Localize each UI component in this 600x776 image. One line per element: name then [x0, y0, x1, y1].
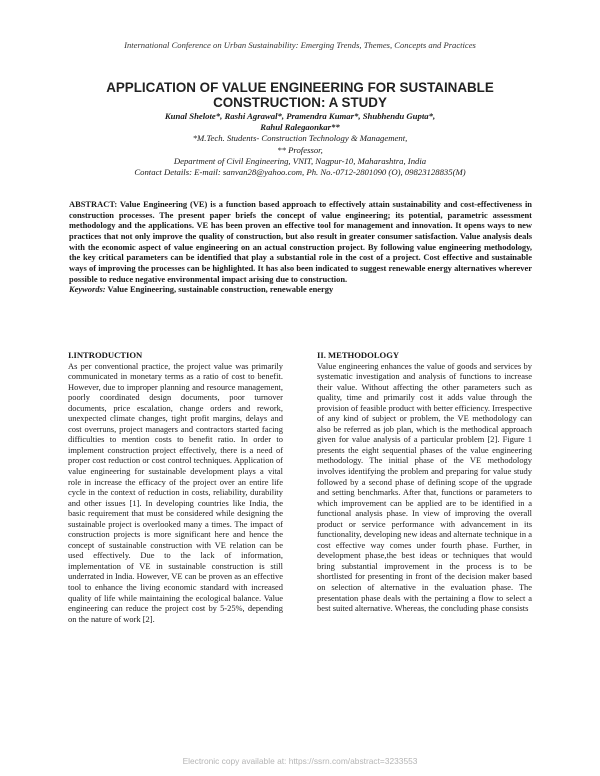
section-body-methodology: Value engineering enhances the value of goods and services by systematic investigation and analysis of functions to increase their value. Without affecting the other parameters such as quality, time and primarily cost it adds value through the provision of feasible product with better efficiency. Irrespective of any kind of subject or problem, the VE methodology can also be referred as job plan, which is the methodical approach given for value analysis of a particular problem [2]. Figure 1 presents the eight sequential phases of the value engineering methodology. The initial phase of the VE methodology involves identifying the problem and preparing for value study followed by a second phase of defining scope of the upgrade and setting benchmarks. After that, functions or parameters to which improvement can be applied are to be identified in a functional analysis phase. In view of improving the overall product or service performance with advancement in its functionality, developing new ideas and alternate technique in a cost effective way comes under fourth phase. Further, in development phase,the best ideas or techniques that would bring substantial improvement in the process is to be shortlisted for presenting in front of the decision maker based on selection of alternative in the evaluation phase. The presentation phase deals with the pertaining a flow to select a best suited alternative. Whereas, the concluding phase consists: [317, 360, 532, 614]
conference-header: International Conference on Urban Sustainability: Emerging Trends, Themes, Concepts and Practices: [124, 40, 476, 50]
abstract: [69, 199, 532, 295]
affiliation-line: ** Professor,: [277, 144, 323, 155]
contact-details: Contact Details: E-mail: sanvan28@yahoo.com, Ph. No.-0712-2801090 (O), 09823128835(M): [134, 167, 466, 178]
keywords-label: Keywords:: [69, 284, 106, 295]
ssrn-footer: Electronic copy available at: https://ssrn.com/abstract=3233553: [182, 756, 418, 766]
abstract-text: ABSTRACT: Value Engineering (VE) is a function based approach to effectively attain sustainability and cost-effectiveness in construction processes. The present paper briefs the concept of value engineering; its potential, parametric assessment methodology and the applications. VE has been proven an effective tool for management and innovation. It opens ways to new practices that not only improve the quality of construction, but also result in greater consumer satisfaction. Value analysis deals with the economic aspect of value engineering on an actual construction project. By following value engineering methodology, the key critical parameters can be identified that play a substantial role in the cost of a project. Cost effective and sustainable ways of improving the processes can be highlighted. It has also been indicated to suggest renewable energy alternatives wherever possible to reduce negative environmental impact arising due to construction.: [69, 199, 532, 284]
authors-line: Kunal Shelote*, Rashi Agrawal*, Pramendra Kumar*, Shubhendu Gupta*,: [164, 111, 436, 121]
keywords-text: Value Engineering, sustainable construction, renewable energy: [107, 284, 334, 295]
column-introduction: [68, 350, 283, 624]
section-body-introduction: As per conventional practice, the project value was primarily communicated in monetary terms as a ratio of cost to benefit. However, due to improper planning and resource management, poorly coordinated design documents, poor turnover documents, price escalation, change orders and rework, unexpected climate changes, tight profit margins, delays and cost overruns, project managers and contractors started facing difficulties to mention costs to benefit ratio. In order to implement construction project effectively, there is a need of proper cost reduction or cost control techniques. Application of value engineering for sustainable development plays a vital role in increase the efficacy of the project over an entire life cycle in the context of reduction in costs, reliability, durability and other issues [1]. In developing countries like India, the basic requirement that must be considered while designing the sustainable project is overlooked many a times. The impact of construction projects is more significant here and hence the concept of sustainable construction with VE relation can be used effectively. Due to the lack of information, implementation of VE in sustainable construction is still underrated in India. However, VE can be proven as an effective tool to enhance the living economic standard with increased quality of life while maintaining the ecological balance. Value engineering can reduce the project cost by 5-25%, depending on the nature of work [2].: [68, 360, 283, 624]
paper-title: APPLICATION OF VALUE ENGINEERING FOR SUSTAINABLE CONSTRUCTION: A STUDY: [106, 80, 494, 110]
authors-block: [70, 111, 530, 178]
affiliation-line: *M.Tech. Students- Construction Technology & Management,: [192, 133, 408, 144]
section-heading-introduction: I.INTRODUCTION: [68, 350, 143, 360]
affiliation-line: Department of Civil Engineering, VNIT, Nagpur-10, Maharashtra, India: [173, 155, 427, 166]
authors-line: Rahul Ralegaonkar**: [260, 122, 340, 133]
column-methodology: [317, 350, 532, 614]
section-heading-methodology: II. METHODOLOGY: [317, 350, 400, 360]
